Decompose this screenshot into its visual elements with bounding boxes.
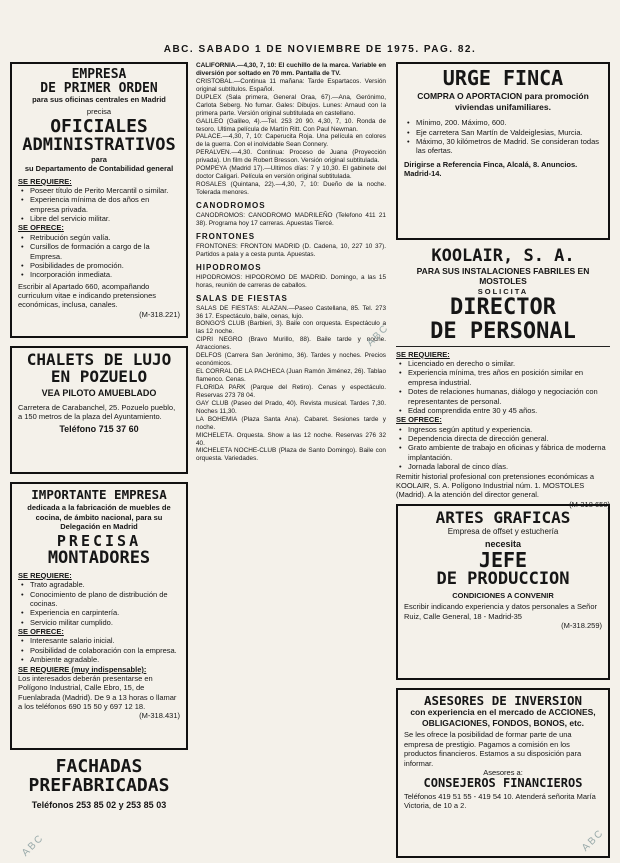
list-item: • Eje carretera San Martín de Valdeiglesias, Murcia.	[416, 128, 602, 137]
mid-entry: POMPEYA (Madrid 17).—Ultimos días: 7 y 10,30. El gabinete del doctor Caligari. Película en versión original subtitulada.	[196, 165, 386, 181]
koolair-contact: Remitir historial profesional con pretensiones económicas a KOOLAIR, S. A. Polígono Industrial núm. 1. MOSTOLES (Madrid). A la atención del director general.	[396, 471, 595, 500]
list-item: • Mínimo, 200. Máximo, 600.	[416, 118, 602, 127]
importante-req-list	[18, 580, 180, 627]
list-item: • Ingresos según aptitud y experiencia.	[408, 425, 610, 434]
artes-role2: DE PRODUCCION	[436, 569, 570, 590]
mid-entry: CIPRI NEGRO (Bravo Murillo, 88). Baile tarde y noche. Atracciones.	[196, 336, 386, 352]
fachadas-phones: Teléfonos 253 85 02 y 253 85 03	[31, 799, 167, 810]
importante-ref: (M-318.431)	[139, 711, 180, 721]
chalets-text: Carretera de Carabanchel, 25. Pozuelo pueblo, a 150 metros de la plaza del Ayuntamiento.	[18, 402, 176, 422]
asesores-contact: Teléfonos 419 51 55 - 419 54 10. Atenderá señorita María Victoria, de 10 a 2.	[404, 791, 596, 811]
artes-role1: JEFE	[478, 548, 528, 573]
artes-contact: Escribir indicando experiencia y datos personales a Señor Ruiz, Calle General, 18 - Madrid-35	[404, 602, 598, 621]
list-item: • Incorporación inmediata.	[30, 270, 180, 279]
mid-entry: SALAS DE FIESTAS: ALAZAN.—Paseo Castellana, 85. Tel. 273 36 17. Espectáculo, baile, cenas, lujo.	[196, 304, 386, 320]
mid-entry: MICHELETA NOCHE-CLUB (Plaza de Santo Domingo). Baile con orquesta. Variedades.	[196, 447, 386, 463]
koolair-se-ofrece: SE OFRECE:	[396, 415, 442, 425]
list-item: • Edad comprendida entre 30 y 45 años.	[408, 406, 610, 415]
empresa-dept: su Departamento de Contabilidad general	[24, 164, 174, 174]
asesores-title: ASESORES DE INVERSION	[423, 693, 583, 708]
asesores-role: CONSEJEROS FINANCIEROS	[423, 776, 583, 791]
empresa-se-ofrece: SE OFRECE:	[18, 223, 64, 233]
artes-necesita: necesita	[484, 538, 522, 549]
importante-title: IMPORTANTE EMPRESA	[31, 487, 167, 502]
ad-fachadas	[10, 758, 188, 834]
koolair-role2: DE PERSONAL	[430, 318, 576, 344]
watermark-seal: ABC	[20, 832, 47, 859]
list-item: • Servicio militar cumplido.	[30, 618, 180, 627]
chalets-title1: CHALETS DE LUJO	[26, 350, 172, 369]
empresa-ofr-list	[18, 233, 180, 280]
list-item: • Ambiente agradable.	[30, 655, 180, 664]
chalets-title2: EN POZUELO	[50, 366, 148, 386]
asesores-label: Asesores a:	[483, 767, 523, 777]
list-item: • Interesante salario inicial.	[30, 636, 180, 645]
empresa-title2: DE PRIMER ORDEN	[40, 80, 158, 96]
asesores-text: Se les ofrece la posibilidad de formar parte de una empresa de prestigio. Pagamos a comisión en los productos financieros. Estamos a su disposición para informar.	[404, 730, 582, 768]
list-item: • Experiencia mínima, tres años en posición similar en empresa industrial.	[408, 368, 610, 387]
section-salas: SALAS DE FIESTAS	[196, 293, 288, 303]
mid-entry: MICHELETA. Orquesta. Show a las 12 noche. Reservas 276 32 40.	[196, 431, 386, 447]
importante-role: MONTADORES	[47, 548, 151, 568]
list-item: • Libre del servicio militar.	[30, 214, 180, 223]
mid-intro: CALIFORNIA.—4,30, 7, 10: El cuchillo de la marca. Variable en diversión por soltado en 70 mm. Pantalla de TV.	[196, 62, 386, 77]
list-item: • Conocimiento de plano de distribución de cocinas.	[30, 590, 180, 609]
fachadas-title1: FACHADAS	[55, 756, 143, 777]
list-item: • Retribución según valía.	[30, 233, 180, 242]
mid-entry: CRISTOBAL.—Continua 11 mañana: Tarde Espartacos. Versión original subtítulos. Español.	[196, 77, 386, 93]
importante-contact: Los interesados deberán presentarse en Polígono Industrial, Calle Ebro, 15, de Fuenlabrada (Madrid). De 9 a 13 horas o llamar a los teléfonos 690 15 50 y 697 12 18.	[18, 673, 177, 712]
importante-precisa: PRECISA	[56, 532, 142, 551]
empresa-precisa: precisa	[86, 106, 112, 116]
ad-koolair	[396, 246, 610, 509]
list-item: • Trato agradable.	[30, 580, 180, 589]
list-item: • Dotes de relaciones humanas, diálogo y negociación con representantes de personal.	[408, 387, 610, 406]
empresa-ref: (M-318.221)	[139, 309, 180, 319]
asesores-sub: con experiencia en el mercado de ACCIONES, OBLIGACIONES, FONDOS, BONOS, etc.	[410, 707, 596, 728]
urge-contact: Dirigirse a Referencia Finca, Alcalá, 8. Anuncios. Madrid-14.	[404, 159, 578, 179]
importante-se-requiere: SE REQUIERE:	[18, 570, 72, 580]
list-item: • Grato ambiente de trabajo en oficinas y fábrica de moderna implantación.	[408, 443, 610, 462]
list-item: • Dependencia directa de dirección general.	[408, 434, 610, 443]
fachadas-title2: PREFABRICADAS	[28, 774, 170, 796]
empresa-contact: Escribir al Apartado 660, acompañando curriculum vitae e indicando pretensiones económicas, inclusa, canales.	[18, 281, 156, 310]
ad-urge	[396, 62, 610, 240]
mid-entry: DUPLEX (Sala primera, General Oraa, 67).—Ana, Gerónimo, Carlota Seberg. No fumar. Gales: Dibujos. Lunes: Arnaud con la primera parte. Versión original subtitulada en castellano.	[196, 93, 386, 117]
mid-entry: GAY CLUB (Paseo del Prado, 40). Revista musical. Tardes 7,30. Noches 11,30.	[196, 399, 386, 415]
mid-entry: DELFOS (Carrera San Jerónimo, 36). Tardes y noches. Precios económicos.	[196, 352, 386, 368]
mid-entry: EL CORRAL DE LA PACHECA (Juan Ramón Jiménez, 26). Tablao flamenco. Cenas.	[196, 368, 386, 383]
list-item: • Cursillos de formación a cargo de la Empresa.	[30, 242, 180, 261]
mid-entry: HIPODROMOS: HIPODROMO DE MADRID. Domingo, a las 15 horas, reunión de carreras de caballos.	[196, 273, 386, 289]
list-item: • Posibilidad de colaboración con la empresa.	[30, 646, 180, 655]
empresa-se-requiere: SE REQUIERE:	[18, 176, 72, 186]
ad-empresa	[10, 62, 188, 338]
list-item: • Posibilidades de promoción.	[30, 261, 180, 270]
list-item: • Experiencia en carpintería.	[30, 608, 180, 617]
list-item: • Poseer título de Perito Mercantil o similar.	[30, 186, 180, 195]
list-item: • Licenciado en derecho o similar.	[408, 359, 610, 368]
watermark-seal: ABC	[580, 827, 607, 854]
artes-title: ARTES GRAFICAS	[435, 508, 571, 527]
empresa-req-list	[18, 186, 180, 224]
koolair-title: KOOLAIR, S. A.	[431, 246, 575, 266]
list-item: • Jornada laboral de cinco días.	[408, 462, 610, 471]
ad-chalets	[10, 346, 188, 474]
urge-sub: COMPRA O APORTACION para promoción viviendas unifamiliares.	[417, 91, 589, 112]
importante-ofr-list	[18, 636, 180, 664]
mid-entry: FRONTONES: FRONTON MADRID (D. Cadena, 10, 227 10 37). Partidos a pala y a cesta punta. Apuestas.	[196, 242, 386, 258]
empresa-para: para	[91, 154, 107, 164]
mid-entry: BONGO'S CLUB (Barbieri, 3). Baile con orquesta. Espectáculo a las 12 noche.	[196, 320, 386, 336]
mid-entry: LA BOHEMIA (Plaza Santa Ana). Cabaret. Sesiones tarde y noche.	[196, 415, 386, 431]
header-line: ABC. SABADO 1 DE NOVIEMBRE DE 1975. PAG. 82.	[163, 44, 477, 55]
mid-entry: CANODROMOS: CANODROMO MADRILEÑO (Telefono 411 21 38). Programa hoy 17 carreras. Apuestas Tiercé.	[196, 211, 386, 227]
watermark-seal: ABC	[365, 322, 392, 349]
importante-se-ofrece: SE OFRECE:	[18, 627, 64, 637]
mid-entry: PERALVEN.—4,30. Continua: Proceso de Juana (Proyección privada). Un film de Robert Bresson. Versión original subtitulada.	[196, 149, 386, 165]
koolair-req-list	[396, 359, 610, 415]
empresa-role1: OFICIALES	[50, 116, 148, 138]
koolair-ofr-list	[396, 425, 610, 472]
section-hipodromos: HIPODROMOS	[196, 262, 262, 272]
list-item: • Experiencia mínima de dos años en empresa privada.	[30, 195, 180, 214]
middle-column	[196, 62, 386, 857]
importante-se-requiere2: SE REQUIERE (muy indispensable):	[18, 664, 147, 674]
left-column	[10, 62, 188, 834]
koolair-ref: (M-318 650)	[569, 499, 610, 509]
artes-ref: (M-318.259)	[561, 621, 602, 631]
chalets-phone: Teléfono 715 37 60	[59, 423, 139, 434]
koolair-se-requiere: SE REQUIERE:	[396, 349, 450, 359]
ad-importante	[10, 482, 188, 750]
page-header	[0, 0, 620, 60]
chalets-sub: VEA PILOTO AMUEBLADO	[41, 387, 157, 398]
mid-entry: GALILEO (Galileo, 4).—Tel. 253 20 90. 4,30, 7, 10. Ronda de tesoro. Ultima película de Martín Ritt. Con Paul Newman.	[196, 117, 386, 133]
mid-entry: FLORIDA PARK (Parque del Retiro). Cenas y espectáculo. Reservas 273 78 04.	[196, 383, 386, 399]
list-item: • Máximo, 30 kilómetros de Madrid. Se consideran todas las ofertas.	[416, 137, 602, 156]
urge-list	[404, 118, 602, 156]
artes-sub: Empresa de offset y estuchería	[447, 526, 559, 536]
empresa-title1: EMPRESA	[71, 67, 127, 82]
urge-title: URGE FINCA	[442, 66, 564, 90]
section-frontones: FRONTONES	[196, 231, 256, 241]
mid-entry: PALACE.—4,30, 7, 10: Caperucita Roja. Una película en colores de la guerra. Con el inolvidable Sean Connery.	[196, 133, 386, 149]
koolair-solicita: SOLICITA	[477, 287, 529, 297]
section-canodromos: CANODROMOS	[196, 200, 266, 210]
mid-entry: ROSALES (Quintana, 22).—4,30, 7, 10: Dueño de la noche. Tolerada menores.	[196, 181, 386, 196]
koolair-role1: DIRECTOR	[450, 295, 556, 321]
empresa-role2: ADMINISTRATIVOS	[22, 134, 176, 155]
ad-artes	[396, 504, 610, 680]
right-column	[396, 62, 610, 858]
ad-asesores	[396, 688, 610, 858]
empresa-sub: para sus oficinas centrales en Madrid	[32, 95, 166, 105]
artes-cond: CONDICIONES A CONVENIR	[452, 590, 554, 600]
divider	[396, 346, 610, 347]
importante-sub: dedicada a la fabricación de muebles de cocina, de ámbito nacional, para su Delegación en Madrid	[27, 503, 171, 531]
koolair-sub: PARA SUS INSTALACIONES FABRILES EN MOSTOLES	[416, 265, 590, 287]
